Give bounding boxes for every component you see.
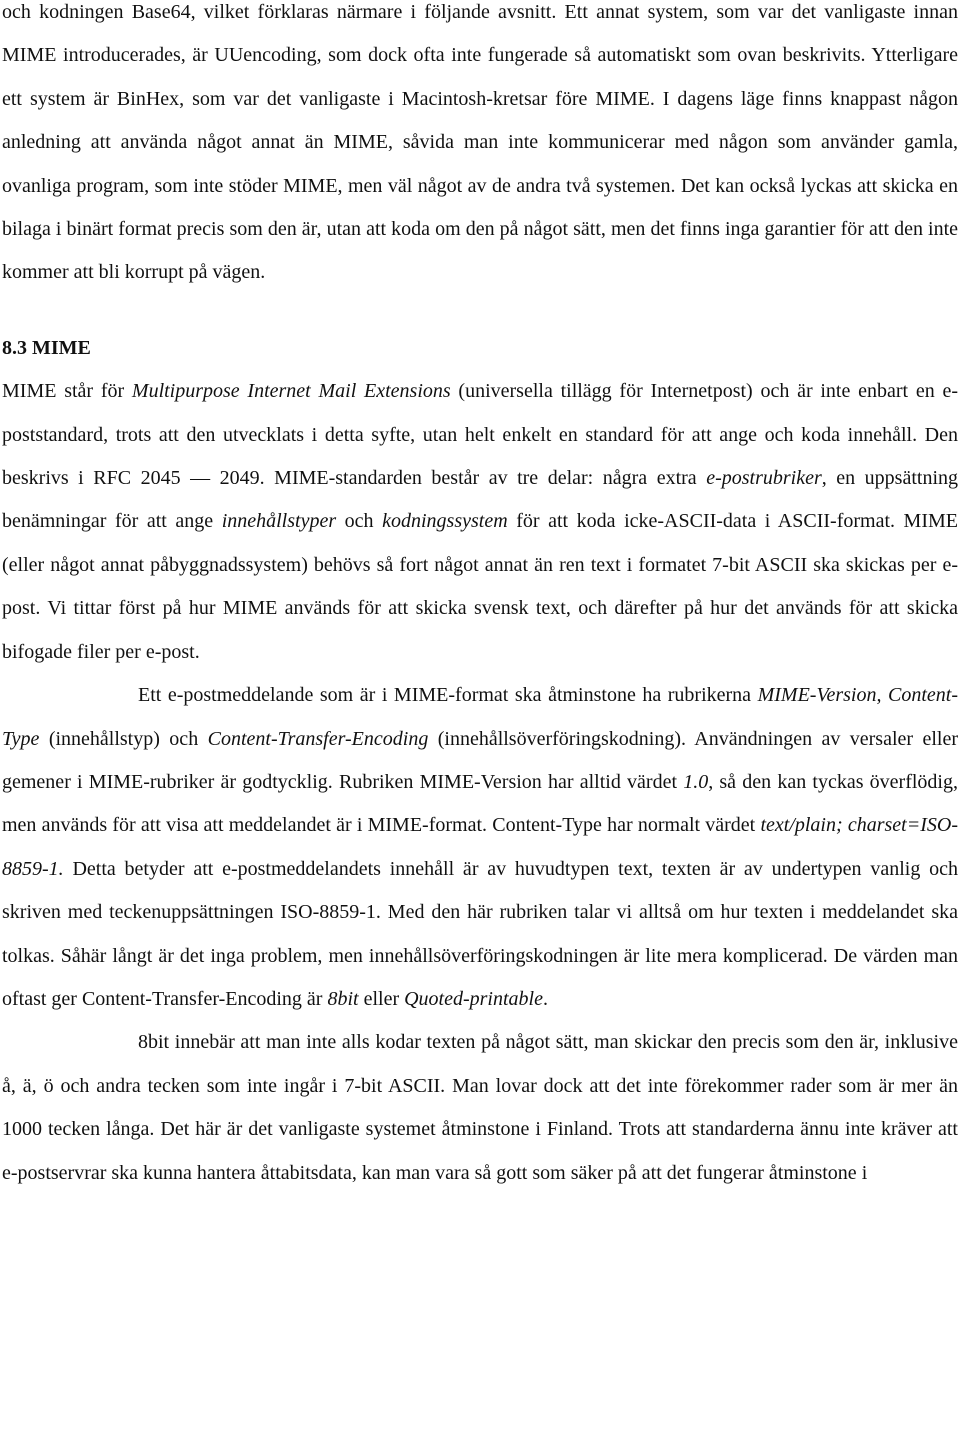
text-run: (universella tillägg för Internetpost) och är inte enbart en e-poststandard, trots att den utvecklats i detta syfte, utan helt enkelt en standard för att ange och koda innehåll. Den beskrivs i RFC 2045 — 2049. MIME-standarden består av tre delar: några extra bbox=[2, 380, 958, 490]
italic-term: kodningssystem bbox=[382, 510, 508, 533]
italic-term: MIME-Version, Content-Type bbox=[2, 684, 958, 750]
text-run: , en uppsättning benämningar för att ange bbox=[2, 467, 959, 533]
section-heading-mime: 8.3 MIME bbox=[2, 336, 91, 359]
paragraph-uuencoding: och kodningen Base64, vilket förklaras närmare i följande avsnitt. Ett annat system, som var det vanligaste innan MIME introducerades, är UUencoding, som dock ofta inte fungerade så automatiskt som ovan beskrivits. Ytterligare ett system är BinHex, som var det vanligaste i Macintosh-kretsar före MIME. I dagens läge finns knappast någon anledning att använda något annat än MIME, såvida man inte kommunicerar med någon som använder gamla, ovanliga program, som inte stöder MIME, men väl något av de andra två systemen. Det kan också lyckas att skicka en bilaga i binärt format precis som den är, utan att koda om den på något sätt, men det finns inga garantier för att den inte kommer att bli korrupt på vägen. bbox=[2, 1, 958, 284]
text-run: (innehållstyp) och bbox=[39, 727, 208, 750]
text-run: , så den kan tyckas överflödig, men används för att visa att meddelandet är i MIME-format. Content-Type har normalt värdet bbox=[2, 770, 958, 837]
text-run: (innehållsöverföringskodning). Användningen av versaler eller gemener i MIME-rubriker är godtycklig. Rubriken MIME-Version har alltid värdet bbox=[2, 727, 958, 793]
italic-term: e-postrubriker bbox=[706, 467, 822, 490]
italic-term: 1.0 bbox=[683, 770, 709, 793]
paragraph-mime-headers bbox=[2, 674, 958, 1021]
italic-term: Multipurpose Internet Mail Extensions bbox=[131, 380, 451, 403]
paragraph-8bit: 8bit innebär att man inte alls kodar texten på något sätt, man skickar den precis som den är, inklusive å, ä, ö och andra tecken som inte ingår i 7-bit ASCII. Man lovar dock att det inte förekommer rader som är mer än 1000 tecken långa. Det här är det vanligaste systemet åtminstone i Finland. Trots att standarderna ännu inte kräver att e-postservrar ska kunna hantera åttabitsdata, kan man vara så gott som säker på att det fungerar åtminstone i bbox=[2, 1031, 958, 1184]
text-run: MIME står för bbox=[2, 380, 132, 403]
text-run: och bbox=[336, 510, 383, 533]
italic-term: text/plain; charset=ISO-8859-1. bbox=[2, 814, 958, 880]
text-run: Detta betyder att e-postmeddelandets innehåll är av huvudtypen text, texten är av undertypen vanlig och skriven med teckenuppsättningen ISO-8859-1. Med den här rubriken talar vi alltså om hur texten i meddelandet ska tolkas. Såhär långt är det inga problem, men innehållsöverföringskodningen är lite mera komplicerad. De värden man oftast ger Content-Transfer-Encoding är bbox=[2, 857, 958, 1010]
text-run: Ett e-postmeddelande som är i MIME-format ska åtminstone ha rubrikerna bbox=[138, 684, 758, 707]
text-run: för att koda icke-ASCII-data i ASCII-format. MIME (eller något annat påbyggnadssystem) behövs så fort något annat än ren text i formatet 7-bit ASCII ska skickas per e-post. Vi tittar först på hur MIME används för att skicka svensk text, och därefter på hur det används för att skicka bifogade filer per e-post. bbox=[2, 510, 958, 663]
text-run: eller bbox=[358, 987, 405, 1010]
italic-term: 8bit bbox=[327, 987, 359, 1010]
italic-term: innehållstyper bbox=[221, 510, 337, 533]
italic-term: Content-Transfer-Encoding bbox=[207, 727, 429, 750]
italic-term: Quoted-printable bbox=[404, 987, 543, 1010]
paragraph-mime-definition bbox=[2, 370, 958, 674]
text-run: . bbox=[542, 987, 548, 1010]
